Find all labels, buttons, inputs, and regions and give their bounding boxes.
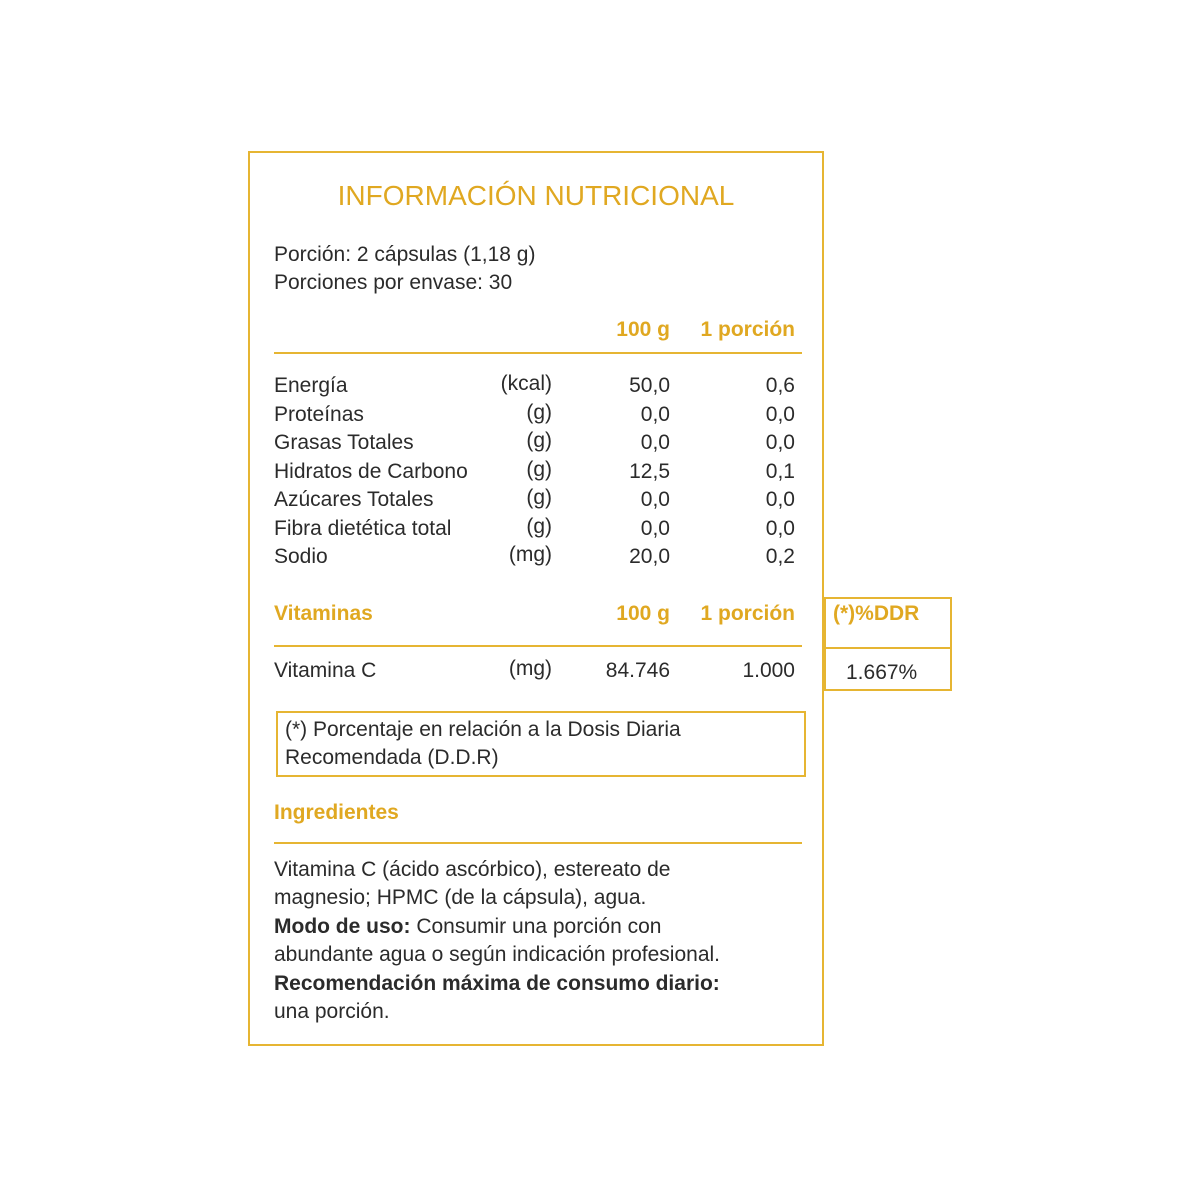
vitamins-col-portion: 1 porción	[700, 602, 795, 625]
col-header-100g: 100 g	[616, 318, 670, 341]
nutrient-name: Proteínas	[274, 402, 364, 426]
nutrient-name: Sodio	[274, 545, 328, 568]
nutrient-per-100g: 0,0	[640, 488, 670, 511]
nutrient-name: Fibra dietética total	[274, 516, 452, 540]
nutrient-per-100g: 0,0	[640, 516, 670, 540]
servings-per-container: Porciones por envase: 30	[274, 271, 513, 294]
vitamin-ddr: 1.667%	[846, 661, 918, 684]
max-consumption-text: una porción.	[274, 1000, 390, 1023]
usage-line1	[274, 913, 661, 941]
vitamin-per-portion: 1.000	[742, 659, 795, 682]
vitamins-label: Vitaminas	[274, 602, 373, 625]
ingredients-line1: Vitamina C (ácido ascórbico), estereato de	[274, 858, 671, 881]
vitamin-unit: (mg)	[508, 657, 552, 680]
nutrient-per-portion: 0,6	[765, 374, 795, 397]
nutrient-name: Azúcares Totales	[274, 488, 434, 511]
nutrient-unit: (mg)	[508, 543, 552, 566]
vitamin-name: Vitamina C	[274, 659, 377, 682]
nutrient-per-100g: 50,0	[629, 374, 670, 397]
nutrient-per-portion: 0,0	[765, 431, 795, 454]
vitamins-divider	[274, 645, 802, 647]
nutrient-per-portion: 0,0	[765, 516, 795, 540]
nutrient-unit: (g)	[526, 486, 552, 509]
nutrient-per-portion: 0,0	[765, 488, 795, 511]
serving-size: Porción: 2 cápsulas (1,18 g)	[274, 243, 536, 266]
nutrient-per-portion: 0,1	[765, 459, 795, 483]
nutrient-per-100g: 0,0	[640, 431, 670, 454]
ddr-note-line1: (*) Porcentaje en relación a la Dosis Diaria	[285, 718, 681, 741]
max-consumption-label: Recomendación máxima de consumo diario:	[274, 972, 720, 995]
ingredients-divider	[274, 842, 802, 844]
usage-line2: abundante agua o según indicación profesional.	[274, 943, 721, 966]
nutrient-per-100g: 12,5	[629, 459, 670, 483]
nutrient-per-100g: 0,0	[640, 402, 670, 426]
nutrient-name: Grasas Totales	[274, 431, 414, 454]
nutrient-name: Hidratos de Carbono	[274, 459, 468, 483]
nutrient-unit: (kcal)	[500, 372, 552, 395]
usage-label: Modo de uso:	[274, 915, 411, 938]
nutrient-per-100g: 20,0	[629, 545, 670, 568]
nutrient-unit: (g)	[526, 400, 552, 424]
ddr-note-line2: Recomendada (D.D.R)	[285, 746, 499, 769]
vitamin-per-100g: 84.746	[605, 659, 670, 682]
nutrient-unit: (g)	[526, 457, 552, 481]
nutrient-unit: (g)	[526, 514, 552, 538]
label-title: INFORMACIÓN NUTRICIONAL	[337, 180, 735, 211]
nutrient-per-portion: 0,0	[765, 402, 795, 426]
usage-text1: Consumir una porción con	[410, 915, 662, 938]
ingredients-label: Ingredientes	[274, 801, 399, 824]
nutrient-name: Energía	[274, 374, 348, 397]
vitamins-col-100g: 100 g	[616, 602, 670, 625]
nutrient-per-portion: 0,2	[765, 545, 795, 568]
col-header-portion: 1 porción	[700, 318, 795, 341]
nutrient-unit: (g)	[526, 429, 552, 452]
ddr-header: (*)%DDR	[833, 602, 920, 625]
header-divider	[274, 352, 802, 354]
ingredients-line2: magnesio; HPMC (de la cápsula), agua.	[274, 886, 647, 909]
